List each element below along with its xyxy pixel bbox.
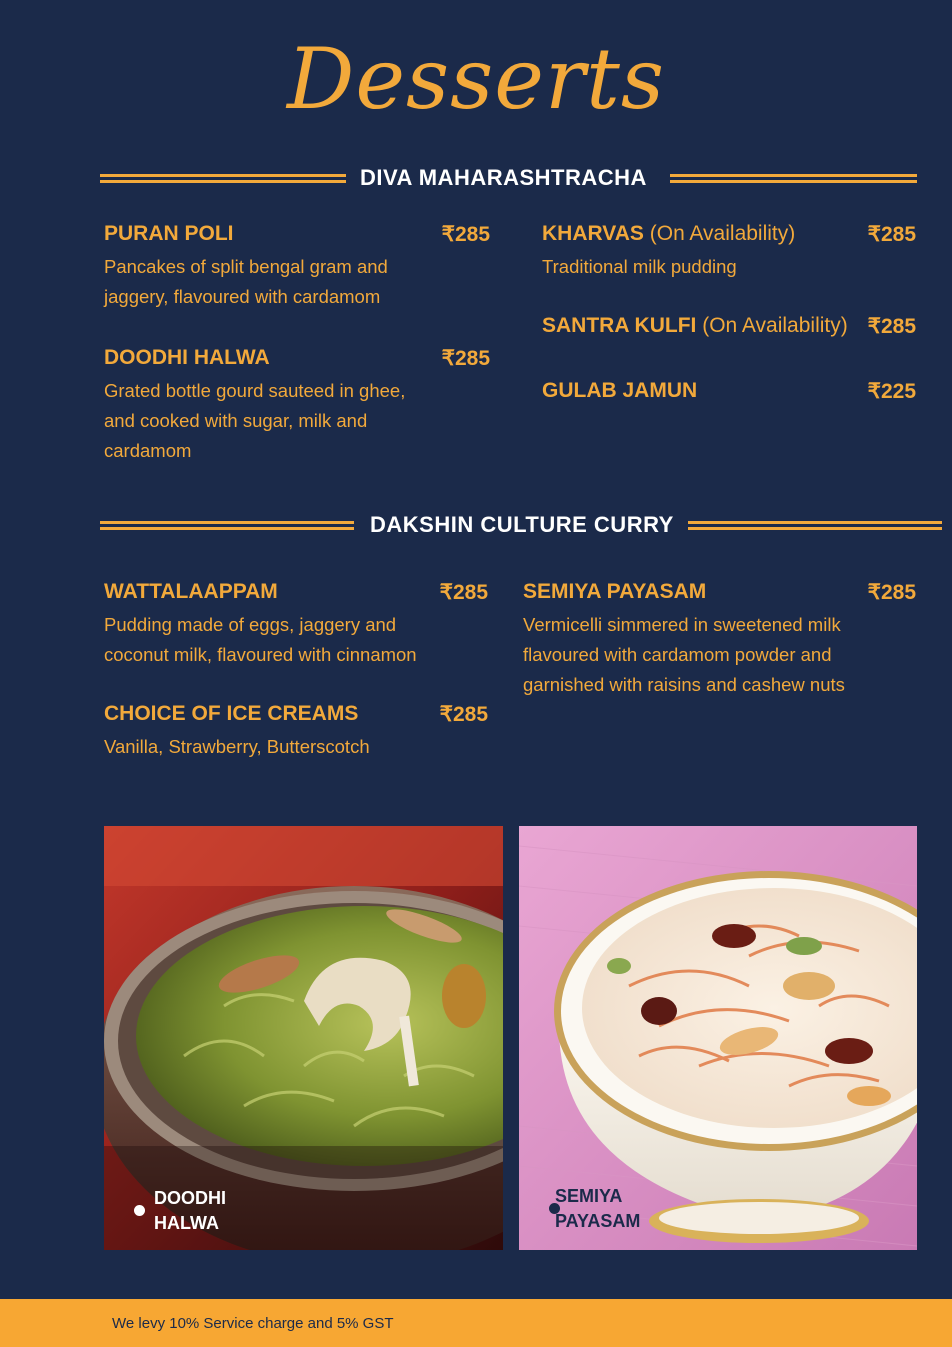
- item-name: DOODHI HALWA: [104, 346, 270, 369]
- item-price: ₹285: [439, 703, 488, 726]
- item-description: Grated bottle gourd sauteed in ghee, and cooked with sugar, milk and cardamom: [104, 380, 406, 461]
- photo-caption: SEMIYA PAYASAM: [555, 1186, 641, 1231]
- item-description: Traditional milk pudding: [542, 256, 737, 277]
- menu-item-semiya-payasam: [523, 580, 916, 700]
- menu-item-puran-poli: [104, 222, 490, 312]
- item-description: Pancakes of split bengal gram and jaggery, flavoured with cardamom: [104, 256, 388, 307]
- photo-caption: DOODHI HALWA: [154, 1188, 226, 1233]
- item-description: Pudding made of eggs, jaggery and coconut milk, flavoured with cinnamon: [104, 614, 417, 665]
- item-price: ₹285: [867, 315, 916, 338]
- caption-bullet: [134, 1205, 145, 1216]
- section-title: DIVA MAHARASHTRACHA: [360, 165, 647, 190]
- heading-rule-left: [100, 174, 346, 183]
- heading-rule-right: [670, 174, 917, 183]
- menu-item-ice-creams: [104, 702, 488, 762]
- item-name: WATTALAAPPAM: [104, 580, 278, 603]
- menu-item-doodhi-halwa: [104, 346, 490, 466]
- availability-note: (On Availability): [649, 222, 796, 245]
- section-heading-dakshin: [100, 512, 942, 542]
- item-price: ₹225: [867, 380, 916, 403]
- item-description: Vermicelli simmered in sweetened milk flavoured with cardamom powder and garnished with raisins and cashew nuts: [523, 614, 845, 695]
- item-description: Vanilla, Strawberry, Butterscotch: [104, 736, 370, 757]
- photo-semiya-payasam: [519, 826, 917, 1250]
- item-price: ₹285: [867, 223, 916, 246]
- item-price: ₹285: [441, 347, 490, 370]
- availability-note: (On Availability): [702, 314, 848, 337]
- menu-item-kharvas: [542, 222, 916, 282]
- item-name: GULAB JAMUN: [542, 379, 698, 402]
- page-title: Desserts: [286, 30, 665, 128]
- item-price: ₹285: [441, 223, 490, 246]
- tax-note: We levy 10% Service charge and 5% GST: [112, 1315, 394, 1332]
- item-name: PURAN POLI: [104, 222, 234, 245]
- photo-doodhi-halwa: [104, 826, 503, 1250]
- item-name: SANTRA KULFI (On Availability): [542, 314, 848, 337]
- item-name: CHOICE OF ICE CREAMS: [104, 702, 359, 725]
- section-title: DAKSHIN CULTURE CURRY: [370, 512, 674, 537]
- menu-item-wattalaappam: [104, 580, 488, 670]
- menu-item-gulab-jamun: [542, 379, 916, 403]
- item-price: ₹285: [439, 581, 488, 604]
- section-heading-diva: [100, 165, 917, 195]
- heading-rule-right: [688, 521, 942, 530]
- item-name: SEMIYA PAYASAM: [523, 580, 707, 603]
- item-name: KHARVAS (On Availability): [542, 222, 796, 245]
- item-price: ₹285: [867, 581, 916, 604]
- menu-item-santra-kulfi: [542, 314, 916, 338]
- footer-bar: [0, 1299, 952, 1347]
- heading-rule-left: [100, 521, 354, 530]
